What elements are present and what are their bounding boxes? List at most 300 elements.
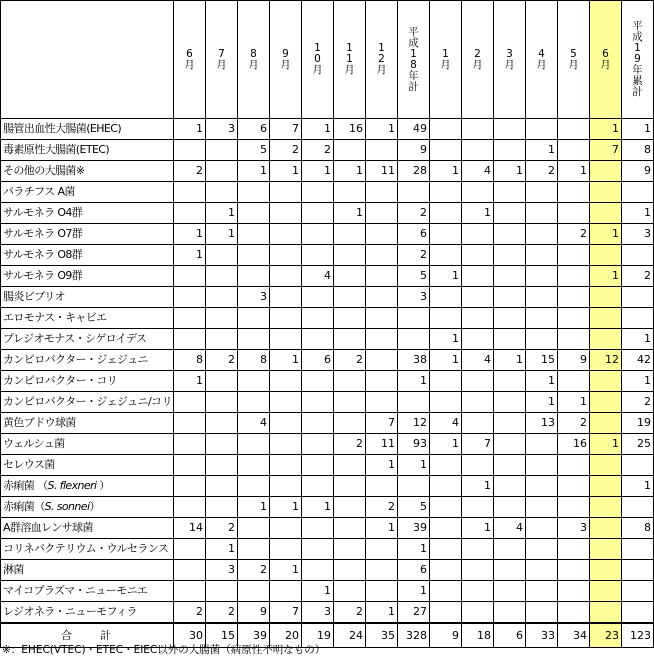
table-cell: [558, 497, 590, 518]
table-cell: 1: [270, 560, 302, 581]
table-cell: [174, 434, 206, 455]
table-cell: [558, 455, 590, 476]
table-cell: [494, 434, 526, 455]
column-header: [494, 1, 526, 119]
column-header-label: 11月: [344, 42, 355, 76]
table-cell: [206, 392, 238, 413]
total-cell: 33: [526, 623, 558, 648]
table-cell: 1: [398, 371, 430, 392]
table-row: [1, 119, 654, 140]
table-cell: [622, 560, 654, 581]
row-label: [1, 392, 174, 413]
table-cell: 1: [334, 161, 366, 182]
table-cell: 1: [174, 371, 206, 392]
table-cell: [206, 245, 238, 266]
column-header: [622, 1, 654, 119]
table-cell: 1: [366, 119, 398, 140]
column-header: [238, 1, 270, 119]
table-cell: 1: [430, 266, 462, 287]
column-header-label: 8月: [248, 47, 259, 71]
total-label: 合 計: [1, 623, 174, 648]
table-cell: [494, 203, 526, 224]
table-cell: [494, 245, 526, 266]
total-cell: 9: [430, 623, 462, 648]
table-cell: [238, 182, 270, 203]
table-cell: 5: [238, 140, 270, 161]
table-cell: [558, 245, 590, 266]
row-label: [1, 308, 174, 329]
table-cell: [590, 287, 622, 308]
table-cell: [270, 224, 302, 245]
table-cell: [526, 308, 558, 329]
table-cell: 2: [174, 161, 206, 182]
table-cell: 1: [494, 350, 526, 371]
table-cell: 1: [462, 203, 494, 224]
table-row: [1, 371, 654, 392]
row-label: [1, 602, 174, 624]
table-cell: [590, 476, 622, 497]
table-cell: 13: [526, 413, 558, 434]
row-label: [1, 329, 174, 350]
column-header: [270, 1, 302, 119]
table-cell: 2: [398, 245, 430, 266]
table-cell: [398, 392, 430, 413]
table-cell: 1: [622, 203, 654, 224]
row-label: [1, 266, 174, 287]
row-label: [1, 203, 174, 224]
table-cell: [174, 287, 206, 308]
table-cell: [398, 182, 430, 203]
table-cell: 16: [334, 119, 366, 140]
table-cell: [462, 581, 494, 602]
total-cell: 19: [302, 623, 334, 648]
column-header: [206, 1, 238, 119]
table-cell: [206, 581, 238, 602]
table-cell: 2: [238, 560, 270, 581]
table-cell: [526, 602, 558, 624]
table-cell: [590, 497, 622, 518]
table-cell: [334, 329, 366, 350]
table-row: [1, 245, 654, 266]
table-cell: [302, 518, 334, 539]
table-cell: [302, 224, 334, 245]
table-cell: 1: [270, 350, 302, 371]
table-cell: 3: [238, 287, 270, 308]
table-cell: 1: [590, 224, 622, 245]
table-cell: [366, 371, 398, 392]
table-cell: [430, 140, 462, 161]
table-cell: 3: [622, 224, 654, 245]
table-row: [1, 476, 654, 497]
table-row: [1, 602, 654, 624]
table-row: [1, 266, 654, 287]
table-cell: 2: [622, 392, 654, 413]
table-cell: [302, 329, 334, 350]
table-cell: [366, 350, 398, 371]
table-cell: [430, 119, 462, 140]
table-cell: [174, 308, 206, 329]
table-cell: [206, 497, 238, 518]
table-cell: [270, 266, 302, 287]
table-cell: [494, 371, 526, 392]
table-cell: [430, 245, 462, 266]
table-cell: [494, 119, 526, 140]
table-cell: 7: [462, 434, 494, 455]
table-cell: [270, 455, 302, 476]
table-cell: [430, 308, 462, 329]
table-cell: [238, 539, 270, 560]
table-cell: [526, 119, 558, 140]
table-cell: [462, 602, 494, 624]
table-cell: [270, 518, 302, 539]
table-cell: [174, 497, 206, 518]
table-cell: 11: [366, 434, 398, 455]
table-cell: [558, 476, 590, 497]
table-cell: 8: [174, 350, 206, 371]
row-label: [1, 161, 174, 182]
column-header: [526, 1, 558, 119]
row-label-part: カンピロバクター・コリ: [3, 374, 118, 387]
table-cell: [270, 413, 302, 434]
table-cell: [270, 371, 302, 392]
table-cell: 1: [334, 203, 366, 224]
table-cell: 1: [430, 161, 462, 182]
table-cell: [238, 224, 270, 245]
table-cell: [558, 371, 590, 392]
table-cell: [334, 308, 366, 329]
row-label: [1, 455, 174, 476]
table-cell: [430, 287, 462, 308]
table-cell: [558, 560, 590, 581]
table-cell: [494, 308, 526, 329]
table-row: [1, 581, 654, 602]
table-cell: [526, 581, 558, 602]
table-cell: 1: [206, 203, 238, 224]
table-cell: [366, 140, 398, 161]
row-label-part: カンピロバクター・ジェジュニ: [3, 353, 148, 366]
table-cell: [590, 392, 622, 413]
table-cell: [494, 560, 526, 581]
table-cell: 2: [334, 602, 366, 624]
column-header: [590, 1, 622, 119]
table-cell: 7: [270, 602, 302, 624]
table-cell: 16: [558, 434, 590, 455]
table-cell: [206, 161, 238, 182]
table-cell: [462, 308, 494, 329]
table-cell: [622, 308, 654, 329]
table-cell: 1: [302, 581, 334, 602]
table-cell: [430, 518, 462, 539]
table-cell: 42: [622, 350, 654, 371]
table-cell: [334, 266, 366, 287]
table-cell: [270, 539, 302, 560]
table-cell: [494, 287, 526, 308]
table-cell: [622, 497, 654, 518]
table-cell: [590, 245, 622, 266]
table-cell: [590, 413, 622, 434]
column-header-label: 4月: [536, 47, 547, 71]
table-row: [1, 392, 654, 413]
table-cell: 3: [398, 287, 430, 308]
table-cell: 28: [398, 161, 430, 182]
total-cell: 30: [174, 623, 206, 648]
row-label: [1, 287, 174, 308]
table-cell: [526, 539, 558, 560]
table-cell: 2: [206, 518, 238, 539]
table-cell: [526, 203, 558, 224]
table-cell: [558, 203, 590, 224]
table-cell: [174, 392, 206, 413]
table-cell: 1: [430, 350, 462, 371]
table-row: [1, 224, 654, 245]
table-cell: [494, 182, 526, 203]
table-cell: [622, 602, 654, 624]
table-cell: [590, 455, 622, 476]
row-label: [1, 350, 174, 371]
table-cell: [590, 581, 622, 602]
column-header-label: 6月: [184, 47, 195, 71]
table-cell: [334, 413, 366, 434]
table-cell: 1: [590, 119, 622, 140]
table-cell: [334, 455, 366, 476]
row-label: [1, 245, 174, 266]
table-cell: [206, 413, 238, 434]
column-header-label: 3月: [504, 47, 515, 71]
table-cell: [622, 182, 654, 203]
table-cell: [398, 329, 430, 350]
table-row: [1, 413, 654, 434]
row-label-part: セレウス菌: [3, 458, 55, 471]
table-cell: [494, 602, 526, 624]
table-cell: 7: [270, 119, 302, 140]
column-header: [462, 1, 494, 119]
table-cell: [526, 518, 558, 539]
row-label: [1, 518, 174, 539]
table-cell: 1: [590, 266, 622, 287]
table-cell: 1: [174, 245, 206, 266]
table-cell: [238, 329, 270, 350]
row-label: [1, 581, 174, 602]
table-cell: [622, 581, 654, 602]
table-cell: [590, 371, 622, 392]
table-cell: [590, 602, 622, 624]
table-cell: [526, 455, 558, 476]
table-cell: 6: [238, 119, 270, 140]
column-header-label: 平成19年累計: [632, 20, 643, 98]
table-cell: 4: [430, 413, 462, 434]
table-row: [1, 182, 654, 203]
table-cell: 4: [302, 266, 334, 287]
table-cell: 93: [398, 434, 430, 455]
table-cell: [206, 266, 238, 287]
table-cell: [206, 140, 238, 161]
row-label-part: 淋菌: [3, 563, 24, 576]
column-header-label: 9月: [280, 47, 291, 71]
table-cell: [462, 224, 494, 245]
table-cell: [302, 434, 334, 455]
row-label: [1, 119, 174, 140]
table-cell: [462, 455, 494, 476]
table-cell: [430, 581, 462, 602]
table-cell: [174, 581, 206, 602]
table-cell: [270, 476, 302, 497]
table-cell: 8: [622, 518, 654, 539]
table-cell: [590, 329, 622, 350]
table-cell: [334, 392, 366, 413]
table-cell: [494, 476, 526, 497]
table-cell: [238, 308, 270, 329]
table-cell: 7: [590, 140, 622, 161]
table-cell: [462, 497, 494, 518]
table-cell: 6: [398, 560, 430, 581]
table-cell: 1: [206, 224, 238, 245]
table-cell: [590, 203, 622, 224]
table-cell: [526, 497, 558, 518]
total-cell: 6: [494, 623, 526, 648]
row-label: [1, 560, 174, 581]
table-cell: [590, 182, 622, 203]
table-cell: 2: [558, 224, 590, 245]
table-cell: 2: [366, 497, 398, 518]
table-cell: [206, 287, 238, 308]
table-cell: 9: [398, 140, 430, 161]
table-cell: 3: [558, 518, 590, 539]
table-cell: 2: [334, 350, 366, 371]
table-cell: [590, 518, 622, 539]
table-cell: 1: [398, 455, 430, 476]
table-row: [1, 203, 654, 224]
table-cell: 1: [366, 455, 398, 476]
table-cell: 3: [206, 560, 238, 581]
table-cell: 2: [302, 140, 334, 161]
table-cell: [302, 560, 334, 581]
column-header: [398, 1, 430, 119]
table-cell: [462, 245, 494, 266]
table-cell: 2: [206, 602, 238, 624]
table-cell: 1: [622, 371, 654, 392]
table-cell: [462, 371, 494, 392]
total-cell: 24: [334, 623, 366, 648]
table-cell: 9: [622, 161, 654, 182]
table-cell: [174, 560, 206, 581]
table-cell: 8: [622, 140, 654, 161]
row-label-part: 毒素原性大腸菌(ETEC): [3, 143, 110, 156]
table-cell: [462, 413, 494, 434]
table-cell: [206, 455, 238, 476]
table-cell: [494, 266, 526, 287]
table-cell: [238, 266, 270, 287]
table-cell: 1: [430, 329, 462, 350]
table-cell: [238, 455, 270, 476]
table-cell: 1: [302, 161, 334, 182]
table-cell: 1: [270, 161, 302, 182]
row-label-part: サルモネラ O7群: [3, 227, 83, 240]
table-cell: [558, 539, 590, 560]
table-cell: [334, 224, 366, 245]
table-cell: [270, 245, 302, 266]
table-cell: 3: [302, 602, 334, 624]
table-cell: [270, 182, 302, 203]
row-label: [1, 224, 174, 245]
row-label-part: エロモナス・キャビエ: [3, 311, 107, 324]
table-cell: 8: [238, 350, 270, 371]
table-cell: [270, 203, 302, 224]
table-cell: 19: [622, 413, 654, 434]
table-cell: 1: [526, 140, 558, 161]
table-cell: [558, 329, 590, 350]
table-cell: [430, 455, 462, 476]
column-header-label: 10月: [312, 42, 323, 76]
table-cell: 2: [206, 350, 238, 371]
table-cell: [526, 287, 558, 308]
row-label: [1, 182, 174, 203]
table-cell: [558, 140, 590, 161]
total-cell: 20: [270, 623, 302, 648]
table-cell: [462, 119, 494, 140]
table-cell: [494, 539, 526, 560]
total-cell: 34: [558, 623, 590, 648]
table-cell: [398, 308, 430, 329]
row-label-part: 黄色ブドウ球菌: [3, 416, 76, 429]
table-cell: [206, 476, 238, 497]
table-cell: [302, 413, 334, 434]
table-cell: [334, 560, 366, 581]
table-cell: [238, 434, 270, 455]
table-cell: [366, 560, 398, 581]
table-cell: 1: [238, 497, 270, 518]
table-cell: 1: [622, 119, 654, 140]
table-row: [1, 329, 654, 350]
table-cell: 1: [558, 161, 590, 182]
total-cell: 23: [590, 623, 622, 648]
table-cell: 9: [238, 602, 270, 624]
table-cell: [334, 539, 366, 560]
row-label: [1, 413, 174, 434]
table-cell: [270, 287, 302, 308]
table-cell: [526, 266, 558, 287]
table-cell: [462, 182, 494, 203]
table-cell: [558, 182, 590, 203]
row-label-part: S. flexneri: [47, 479, 97, 492]
table-cell: 2: [270, 140, 302, 161]
table-cell: [174, 266, 206, 287]
table-cell: 1: [590, 434, 622, 455]
table-cell: [462, 560, 494, 581]
table-cell: [430, 476, 462, 497]
table-row: [1, 287, 654, 308]
table-cell: [238, 581, 270, 602]
table-cell: [398, 476, 430, 497]
table-cell: [174, 413, 206, 434]
table-row: [1, 539, 654, 560]
table-cell: [366, 539, 398, 560]
row-label-part: 赤痢菌 （: [3, 479, 48, 492]
row-label-part: 腸管出血性大腸菌(EHEC): [3, 122, 122, 135]
table-row: [1, 350, 654, 371]
table-cell: [462, 266, 494, 287]
table-cell: 2: [558, 413, 590, 434]
table-cell: [526, 560, 558, 581]
header-corner: [1, 1, 174, 119]
table-cell: [494, 581, 526, 602]
table-cell: 39: [398, 518, 430, 539]
row-label-part: A群溶血レンサ球菌: [3, 521, 93, 534]
table-cell: [174, 539, 206, 560]
total-cell: 328: [398, 623, 430, 648]
table-cell: 4: [462, 161, 494, 182]
table-cell: 7: [366, 413, 398, 434]
row-label-part: サルモネラ O9群: [3, 269, 83, 282]
